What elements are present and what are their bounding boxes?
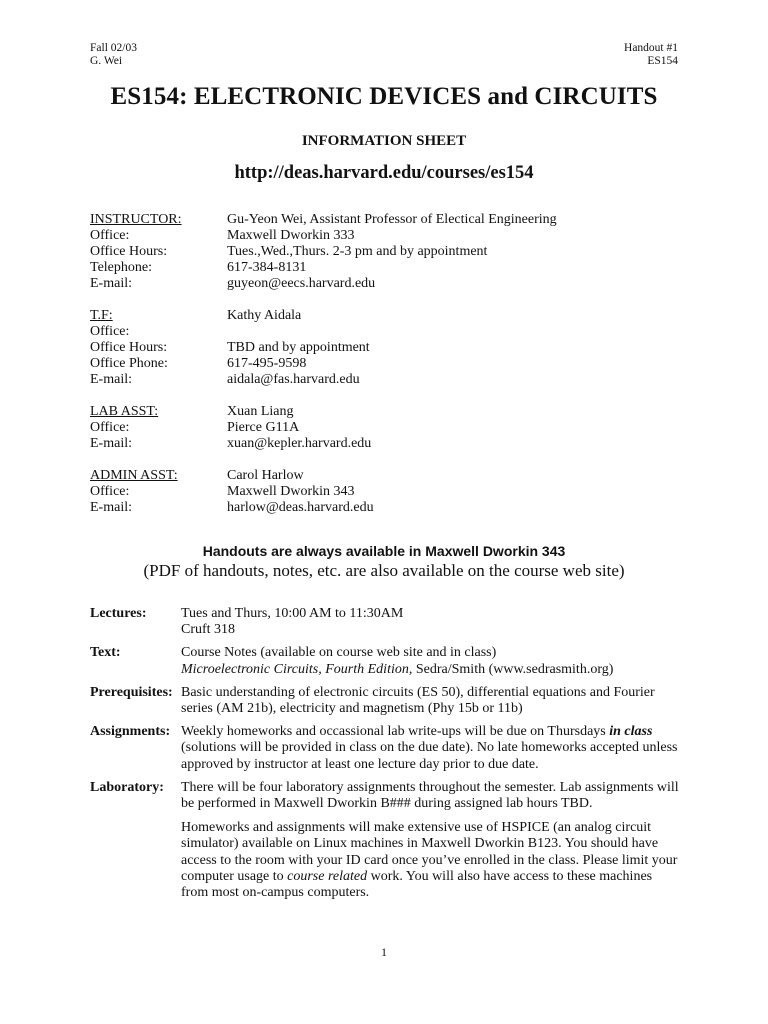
course-code: ES154 <box>647 55 678 67</box>
admin-asst-heading: ADMIN ASST: <box>90 468 178 483</box>
prereq-body: Basic understanding of electronic circuits (ES 50), differential equations and Fourier series (AM 21b), electricity and magnetism (Phy 15b or 11b) <box>181 684 655 717</box>
admin-asst-block <box>90 468 690 516</box>
course-details <box>90 606 680 901</box>
text-label: Text: <box>90 645 121 661</box>
tf-email-label: E-mail: <box>90 372 132 387</box>
lab-asst-email: xuan@kepler.harvard.edu <box>227 436 372 451</box>
lab-asst-block <box>90 404 690 452</box>
contacts-section <box>90 212 690 532</box>
tf-heading: T.F: <box>90 308 113 323</box>
tf-phone: 617-495-9598 <box>227 356 307 371</box>
admin-asst-name: Carol Harlow <box>227 468 304 483</box>
admin-asst-office: Maxwell Dworkin 343 <box>227 484 355 499</box>
tf-office <box>227 324 690 340</box>
lectures-row <box>90 606 680 638</box>
tf-hours: TBD and by appointment <box>227 340 370 355</box>
laboratory-body: There will be four laboratory assignments throughout the semester. Lab assignments will be performed in Maxwell Dworkin B### during assigned lab hours TBD. <box>181 779 679 812</box>
assignments-body <box>181 724 680 773</box>
instructor-email-label: E-mail: <box>90 276 132 291</box>
page-number: 1 <box>381 945 387 959</box>
lab-asst-office-label: Office: <box>90 420 130 435</box>
lectures-time: Tues and Thurs, 10:00 AM to 11:30AM <box>181 606 404 621</box>
tf-name: Kathy Aidala <box>227 308 302 323</box>
hspice-emphasis: course related <box>287 868 368 884</box>
instructor-name: Gu-Yeon Wei, Assistant Professor of Electical Engineering <box>227 212 557 227</box>
admin-asst-office-label: Office: <box>90 484 130 499</box>
admin-asst-email: harlow@deas.harvard.edu <box>227 500 374 515</box>
text-book-line <box>181 662 680 678</box>
instructor-office: Maxwell Dworkin 333 <box>227 228 355 243</box>
lab-asst-email-label: E-mail: <box>90 436 132 451</box>
laboratory-label: Laboratory: <box>90 779 164 795</box>
admin-asst-email-label: E-mail: <box>90 500 132 515</box>
instructor-block <box>90 212 690 292</box>
header-left <box>90 42 137 68</box>
prereq-label: Prerequisites: <box>90 684 173 700</box>
tf-phone-label: Office Phone: <box>90 356 168 371</box>
lab-asst-office: Pierce G11A <box>227 420 300 435</box>
tf-block <box>90 308 690 388</box>
header-right <box>624 42 678 68</box>
instructor-heading: INSTRUCTOR: <box>90 212 182 227</box>
assignments-text-post: (solutions will be provided in class on the due date). No late homeworks accepted unless approved by instructor at least one lecture day prior to due date. <box>181 740 678 772</box>
text-course-notes: Course Notes (available on course web site and in class) <box>181 645 497 661</box>
instructor-hours: Tues.,Wed.,Thurs. 2-3 pm and by appointment <box>227 244 488 259</box>
hspice-paragraph <box>181 820 680 901</box>
text-book-author: Sedra/Smith (www.sedrasmith.org) <box>412 661 614 677</box>
assignments-text-pre: Weekly homeworks and occassional lab write-ups will be due on Thursdays <box>181 724 610 740</box>
text-row <box>90 645 680 677</box>
hspice-text-post: work. You will also have access to these machines from most on-campus computers. <box>181 868 653 901</box>
handouts-notice: Handouts are always available in Maxwell Dworkin 343 <box>202 543 566 559</box>
hspice-text-pre: Homeworks and assignments will make extensive use of HSPICE (an analog circuit simulator) available on Linux machines in Maxwell Dworkin B123. You should have access to the room with your ID card once you’ve enrolled in the class. Please limit your computer usage to <box>181 820 678 884</box>
handout-number: Handout #1 <box>624 42 678 54</box>
term-label: Fall 02/03 <box>90 42 137 54</box>
instructor-phone: 617-384-8131 <box>227 260 307 275</box>
author-label: G. Wei <box>90 55 123 67</box>
text-book-title: Microelectronic Circuits, Fourth Edition, <box>181 661 413 677</box>
prereq-row <box>90 685 680 717</box>
assignments-label: Assignments: <box>90 724 171 740</box>
instructor-hours-label: Office Hours: <box>90 244 168 259</box>
lectures-room: Cruft 318 <box>181 622 236 638</box>
assignments-emphasis: in class <box>609 724 653 740</box>
lab-asst-heading: LAB ASST: <box>90 404 159 419</box>
pdf-notice: (PDF of handouts, notes, etc. are also available on the course web site) <box>143 561 625 580</box>
tf-hours-label: Office Hours: <box>90 340 168 355</box>
assignments-row <box>90 724 680 773</box>
tf-email: aidala@fas.harvard.edu <box>227 372 360 387</box>
laboratory-row <box>90 780 680 901</box>
instructor-email: guyeon@eecs.harvard.edu <box>227 276 376 291</box>
course-url: http://deas.harvard.edu/courses/es154 <box>234 163 534 183</box>
lectures-label: Lectures: <box>90 606 147 621</box>
page-subtitle: INFORMATION SHEET <box>301 133 467 149</box>
page-title: ES154: ELECTRONIC DEVICES and CIRCUITS <box>110 83 658 110</box>
instructor-office-label: Office: <box>90 228 130 243</box>
lab-asst-name: Xuan Liang <box>227 404 294 419</box>
instructor-phone-label: Telephone: <box>90 260 152 275</box>
tf-office-label: Office: <box>90 324 130 339</box>
